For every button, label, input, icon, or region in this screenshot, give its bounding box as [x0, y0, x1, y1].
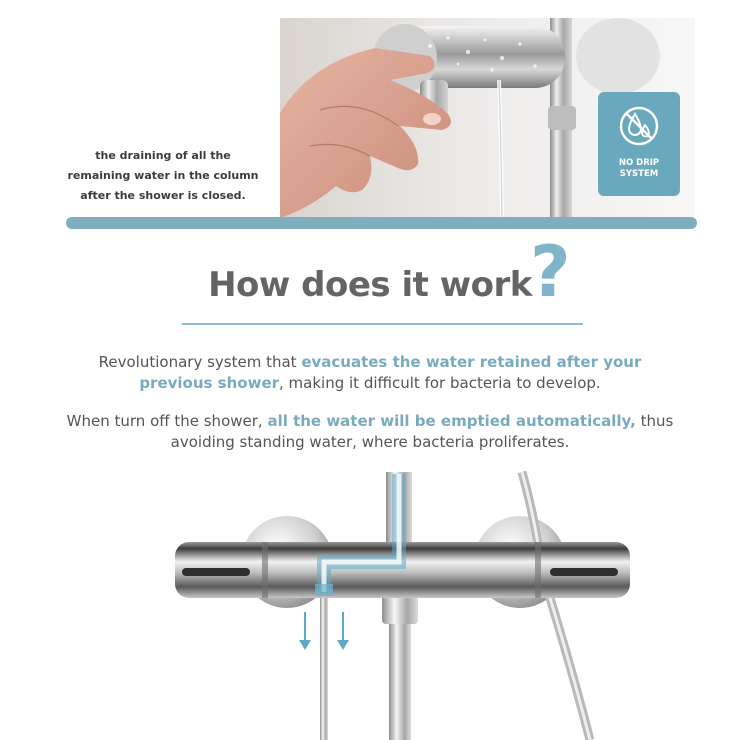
caption-line-2: remaining water in the column: [67, 169, 259, 182]
question-mark-icon: ?: [530, 231, 571, 313]
thermostatic-valve-illustration: [150, 462, 640, 740]
drain-arrow-right-icon: [337, 612, 349, 650]
banner-divider-bar: [66, 217, 697, 229]
para1-text-end: , making it difficult for bacteria to develop.: [279, 374, 601, 392]
drain-pipe: [320, 598, 328, 740]
caption-line-1: the draining of all the: [95, 149, 231, 162]
right-handle-grip: [550, 568, 618, 576]
caption-line-3: after the shower is closed.: [80, 189, 246, 202]
no-drip-icon: [618, 105, 660, 147]
heading-underline: [182, 323, 583, 325]
drain-arrow-left-icon: [299, 612, 311, 650]
badge-line-2: SYSTEM: [619, 169, 659, 179]
para2-text-end: thus avoiding standing water, where bacteria proliferates.: [170, 412, 674, 451]
section-heading: How does it work: [208, 265, 532, 305]
badge-line-1: NO DRIP: [618, 158, 660, 168]
para1-highlight: evacuates the water retained after your previous shower: [139, 353, 642, 392]
para2-text-start: When turn off the shower,: [66, 412, 268, 430]
description-paragraph-2: [60, 411, 680, 453]
description-paragraph-1: [60, 352, 680, 394]
left-handle-grip: [182, 568, 250, 576]
badge-label: [598, 158, 680, 180]
banner-caption: [58, 146, 268, 206]
no-drip-badge: [598, 92, 680, 196]
para2-highlight: all the water will be emptied automatically,: [267, 412, 636, 430]
para1-text-start: Revolutionary system that: [98, 353, 302, 371]
